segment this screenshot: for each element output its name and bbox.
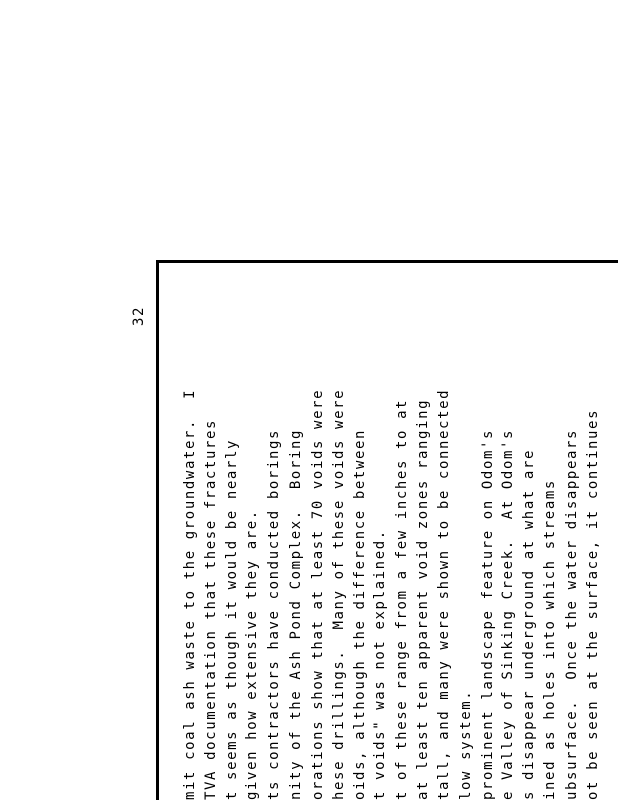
text-line: t seems as though it would be nearly xyxy=(224,438,240,800)
page-number: 32 xyxy=(131,305,147,326)
page-border-left xyxy=(156,260,159,800)
text-line: ubsurface. Once the water disappears xyxy=(564,428,580,800)
text-line: prominent landscape feature on Odom's xyxy=(480,428,496,800)
text-line: nity of the Ash Pond Complex. Boring xyxy=(288,428,304,800)
text-line: TVA documentation that these fractures xyxy=(203,418,219,800)
text-line: ined as holes into which streams xyxy=(542,479,558,800)
page-border-top xyxy=(157,260,618,263)
text-line: tall, and many were shown to be connected xyxy=(436,388,452,800)
text-line: t voids" was not explained. xyxy=(372,529,388,800)
text-line: t of these range from a few inches to at xyxy=(394,398,410,800)
text-line: e Valley of Sinking Creek. At Odom's xyxy=(500,428,516,800)
text-line: ot be seen at the surface, it continues xyxy=(585,408,601,800)
text-line: low system. xyxy=(458,689,474,800)
text-line: at least ten apparent void zones ranging xyxy=(415,398,431,800)
text-line: s disappear underground at what are xyxy=(521,448,537,800)
text-line: ts contractors have conducted borings xyxy=(266,428,282,800)
text-line: oids, although the difference between xyxy=(352,428,368,800)
text-line: given how extensive they are. xyxy=(244,509,260,800)
text-line: hese drillings. Many of these voids were xyxy=(331,388,347,800)
text-line: mit coal ash waste to the groundwater. I xyxy=(182,388,198,800)
text-line: orations show that at least 70 voids were xyxy=(310,388,326,800)
